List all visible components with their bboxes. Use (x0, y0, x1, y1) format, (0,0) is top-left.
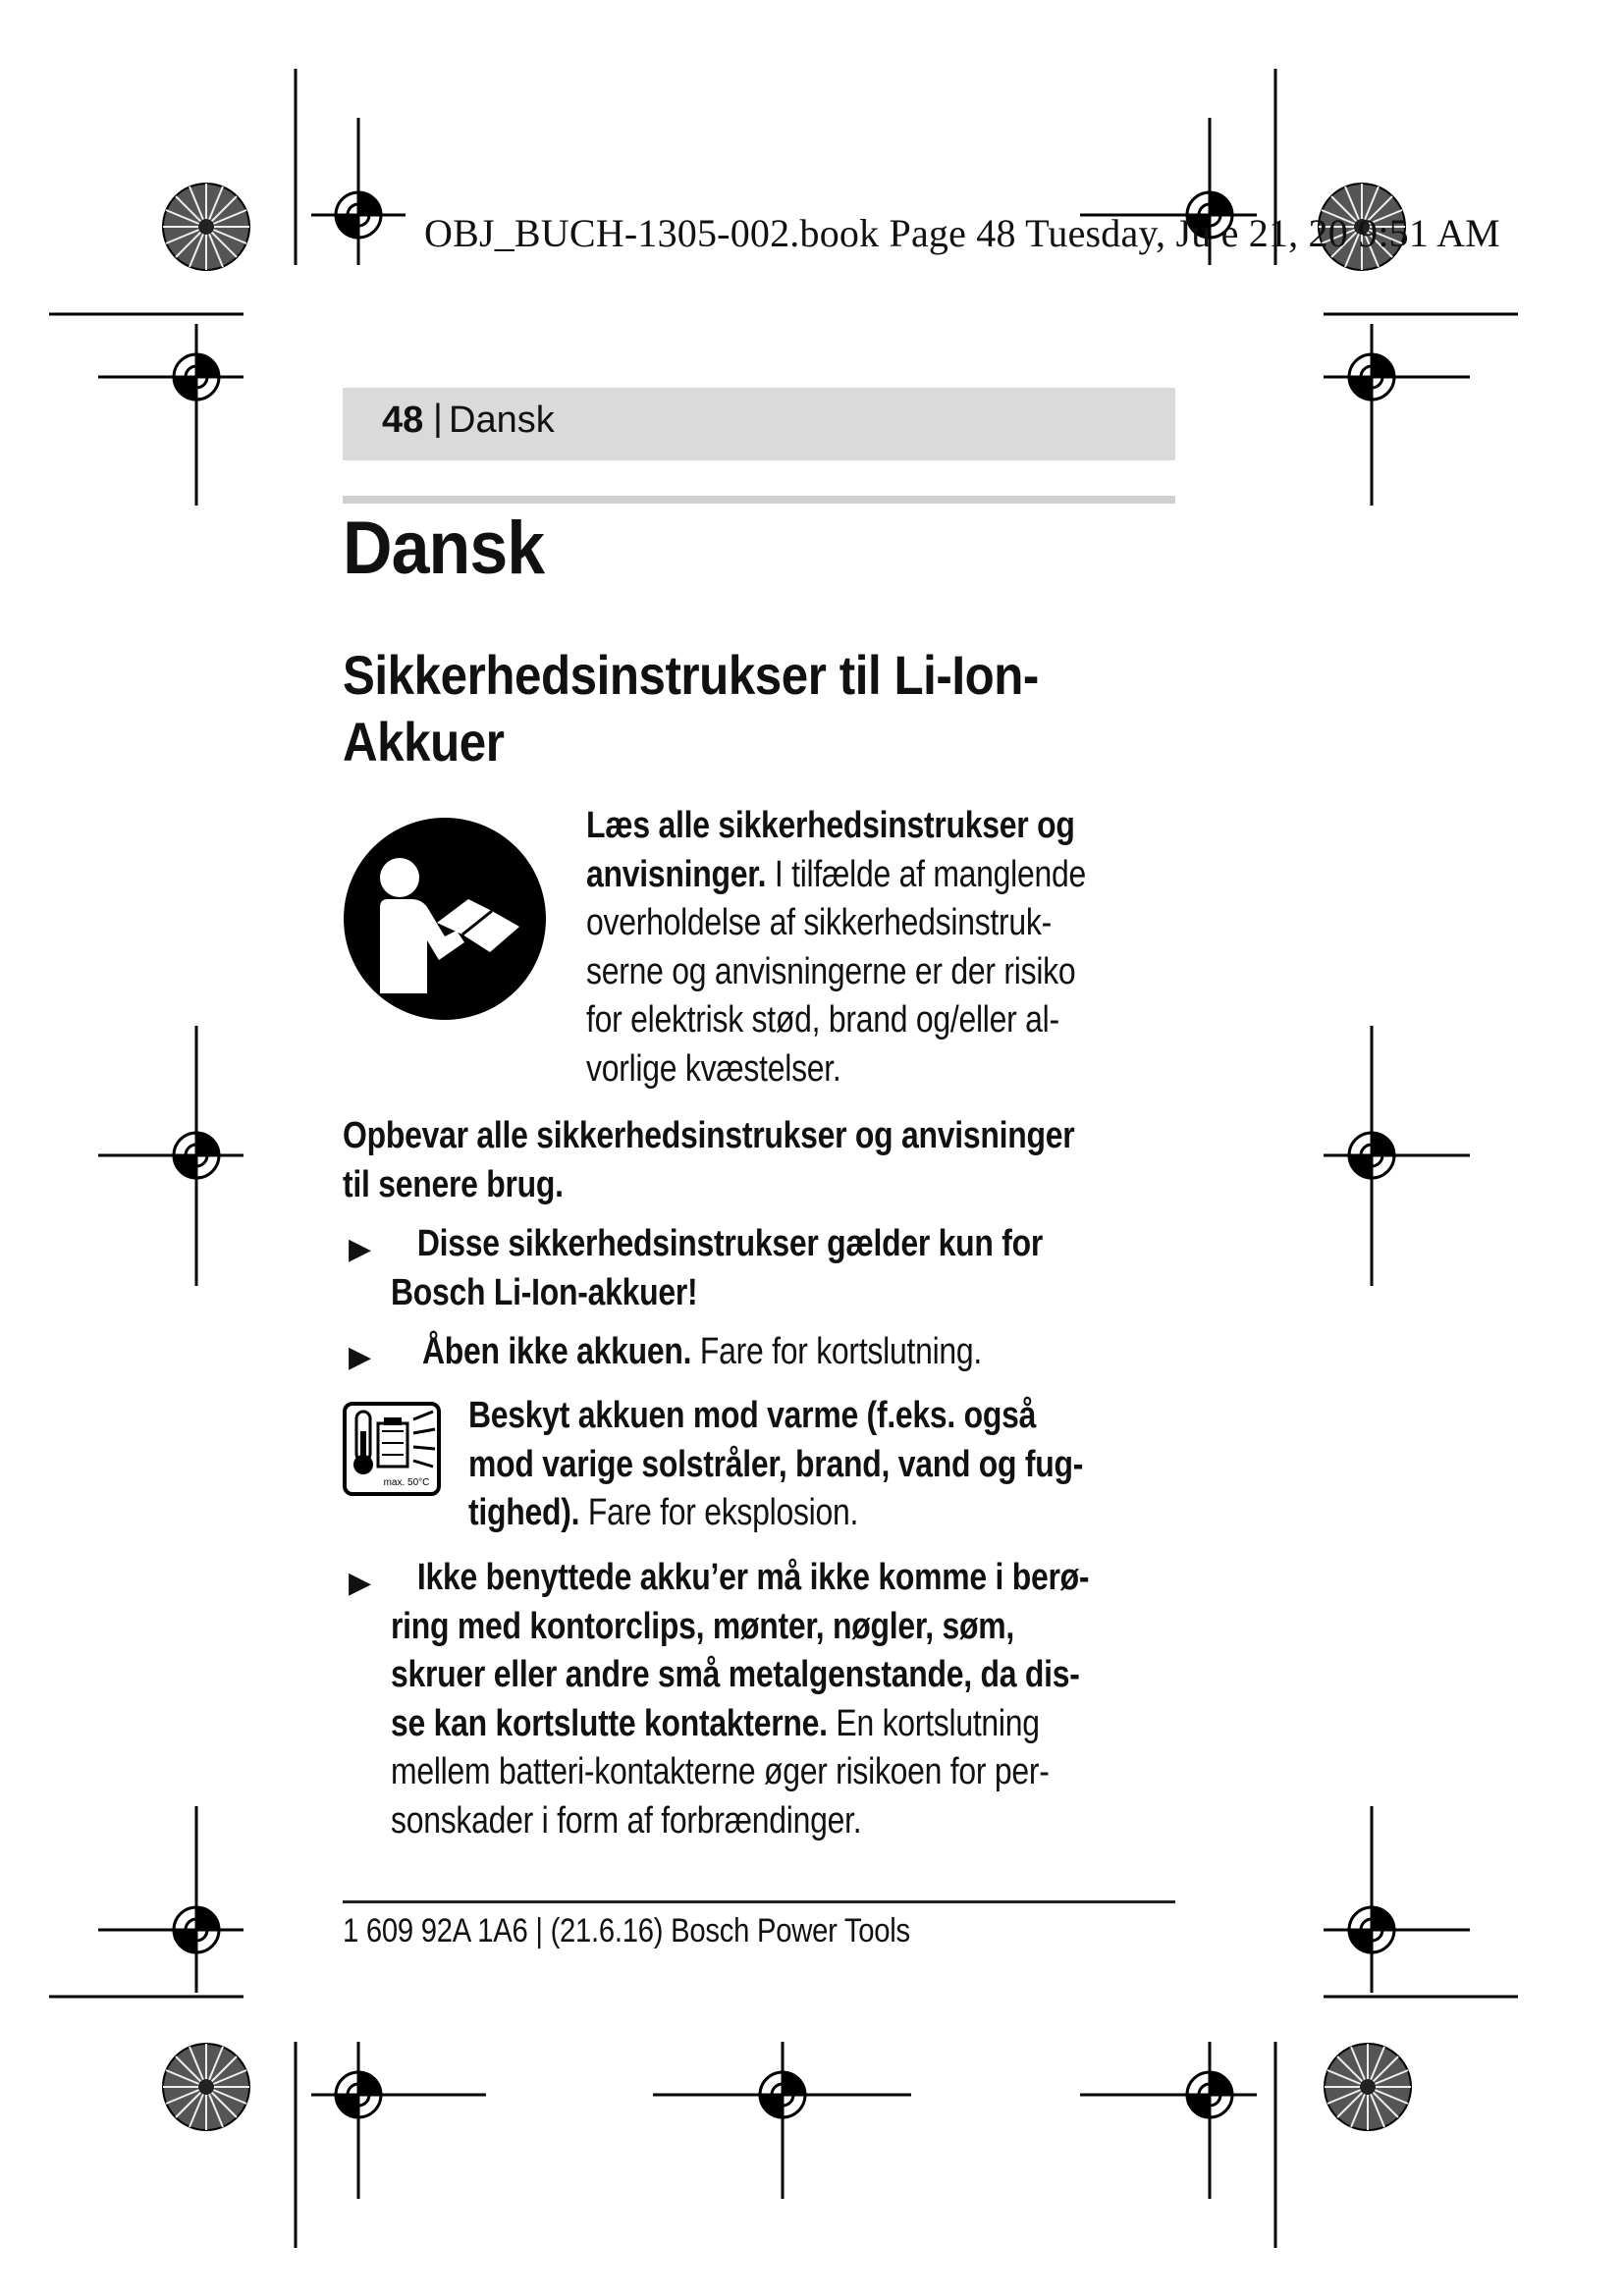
heat-line-3: Fare for eksplosion. (579, 1492, 859, 1533)
page-footer: 1 609 92A 1A6 | (21.6.16) Bosch Power Tools (343, 1912, 910, 1949)
read-manual-icon (343, 817, 547, 1021)
heat-warning-label: max. 50°C (383, 1477, 430, 1488)
star-mark-bottom-right (1325, 2044, 1411, 2130)
star-mark-top-left (163, 184, 249, 270)
keep-line-2: til senere brug. (343, 1163, 564, 1205)
page-title: Dansk (343, 507, 545, 590)
bullet-2-paragraph (422, 1328, 982, 1377)
read-line-6: vorlige kvæstelser. (586, 1047, 841, 1090)
keep-instructions-paragraph (343, 1112, 1074, 1209)
bullet-3-line-2: ring med kontorclips, mønter, nøgler, søm, (391, 1605, 1015, 1647)
read-line-3: overholdelse af sikkerhedsinstruk- (586, 902, 1053, 943)
section-heading-line-2: Akkuer (343, 711, 505, 773)
heat-line-2: mod varige solstråler, brand, vand og fug- (468, 1443, 1084, 1485)
page-number: 48 (382, 400, 424, 441)
footer-rule (343, 1900, 1175, 1903)
bullet-3-paragraph (391, 1554, 1089, 1845)
bullet-3-line-3: skruer eller andre små metalgenstande, da dis- (391, 1654, 1080, 1695)
header-section: Dansk (449, 400, 555, 441)
star-mark-bottom-left (163, 2044, 249, 2130)
bullet-1-line-1: Disse sikkerhedsinstrukser gælder kun for (416, 1223, 1044, 1264)
bullet-3-line-6: sonskader i form af forbrændinger. (391, 1799, 862, 1842)
keep-line-1: Opbevar alle sikkerhedsinstrukser og anvisninger (343, 1115, 1075, 1156)
page-header-bar (343, 388, 1175, 460)
bullet-3-line-5: mellem batteri-kontakterne øger risikoen for per- (391, 1751, 1050, 1792)
bullet-3-line-4-bold: se kan kortslutte kontakterne. (391, 1702, 828, 1744)
read-line-5: for elektrisk stød, brand og/eller al- (586, 999, 1059, 1041)
bullet-2-bold: Åben ikke akkuen. (422, 1331, 692, 1372)
read-line-1: Læs alle sikkerhedsinstrukser og (586, 805, 1075, 846)
header-rule (343, 496, 1175, 504)
section-heading (343, 642, 1120, 775)
read-line-2-bold: anvisninger. (586, 853, 767, 895)
heat-line-3-bold: tighed). (468, 1492, 580, 1533)
heat-warning-icon (343, 1402, 441, 1496)
header-separator: | (433, 398, 443, 439)
heat-line-1: Beskyt akkuen mod varme (f.eks. også (468, 1395, 1037, 1436)
bullet-marker-3: ▶ (349, 1567, 372, 1599)
bullet-marker-1: ▶ (349, 1233, 372, 1265)
bullet-2-normal: Fare for kortslutning. (691, 1331, 983, 1372)
heat-warning-paragraph (468, 1392, 1083, 1538)
read-line-4: serne og anvisningerne er der risiko (586, 950, 1076, 992)
read-instructions-paragraph (586, 802, 1086, 1094)
read-line-2: I tilfælde af manglende (766, 853, 1087, 895)
running-head: OBJ_BUCH-1305-002.book Page 48 Tuesday, Ju e 21, 20 9:51 AM (424, 211, 1500, 255)
bullet-1-paragraph (391, 1220, 1043, 1317)
bullet-1-line-2: Bosch Li-Ion-akkuer! (391, 1271, 698, 1313)
section-heading-line-1: Sikkerhedsinstrukser til Li-Ion- (343, 644, 1039, 706)
bullet-3-line-4: En kortslutning (827, 1702, 1040, 1744)
bullet-marker-2: ▶ (349, 1341, 372, 1373)
bullet-3-line-1: Ikke benyttede akku’er må ikke komme i berø- (416, 1557, 1090, 1598)
